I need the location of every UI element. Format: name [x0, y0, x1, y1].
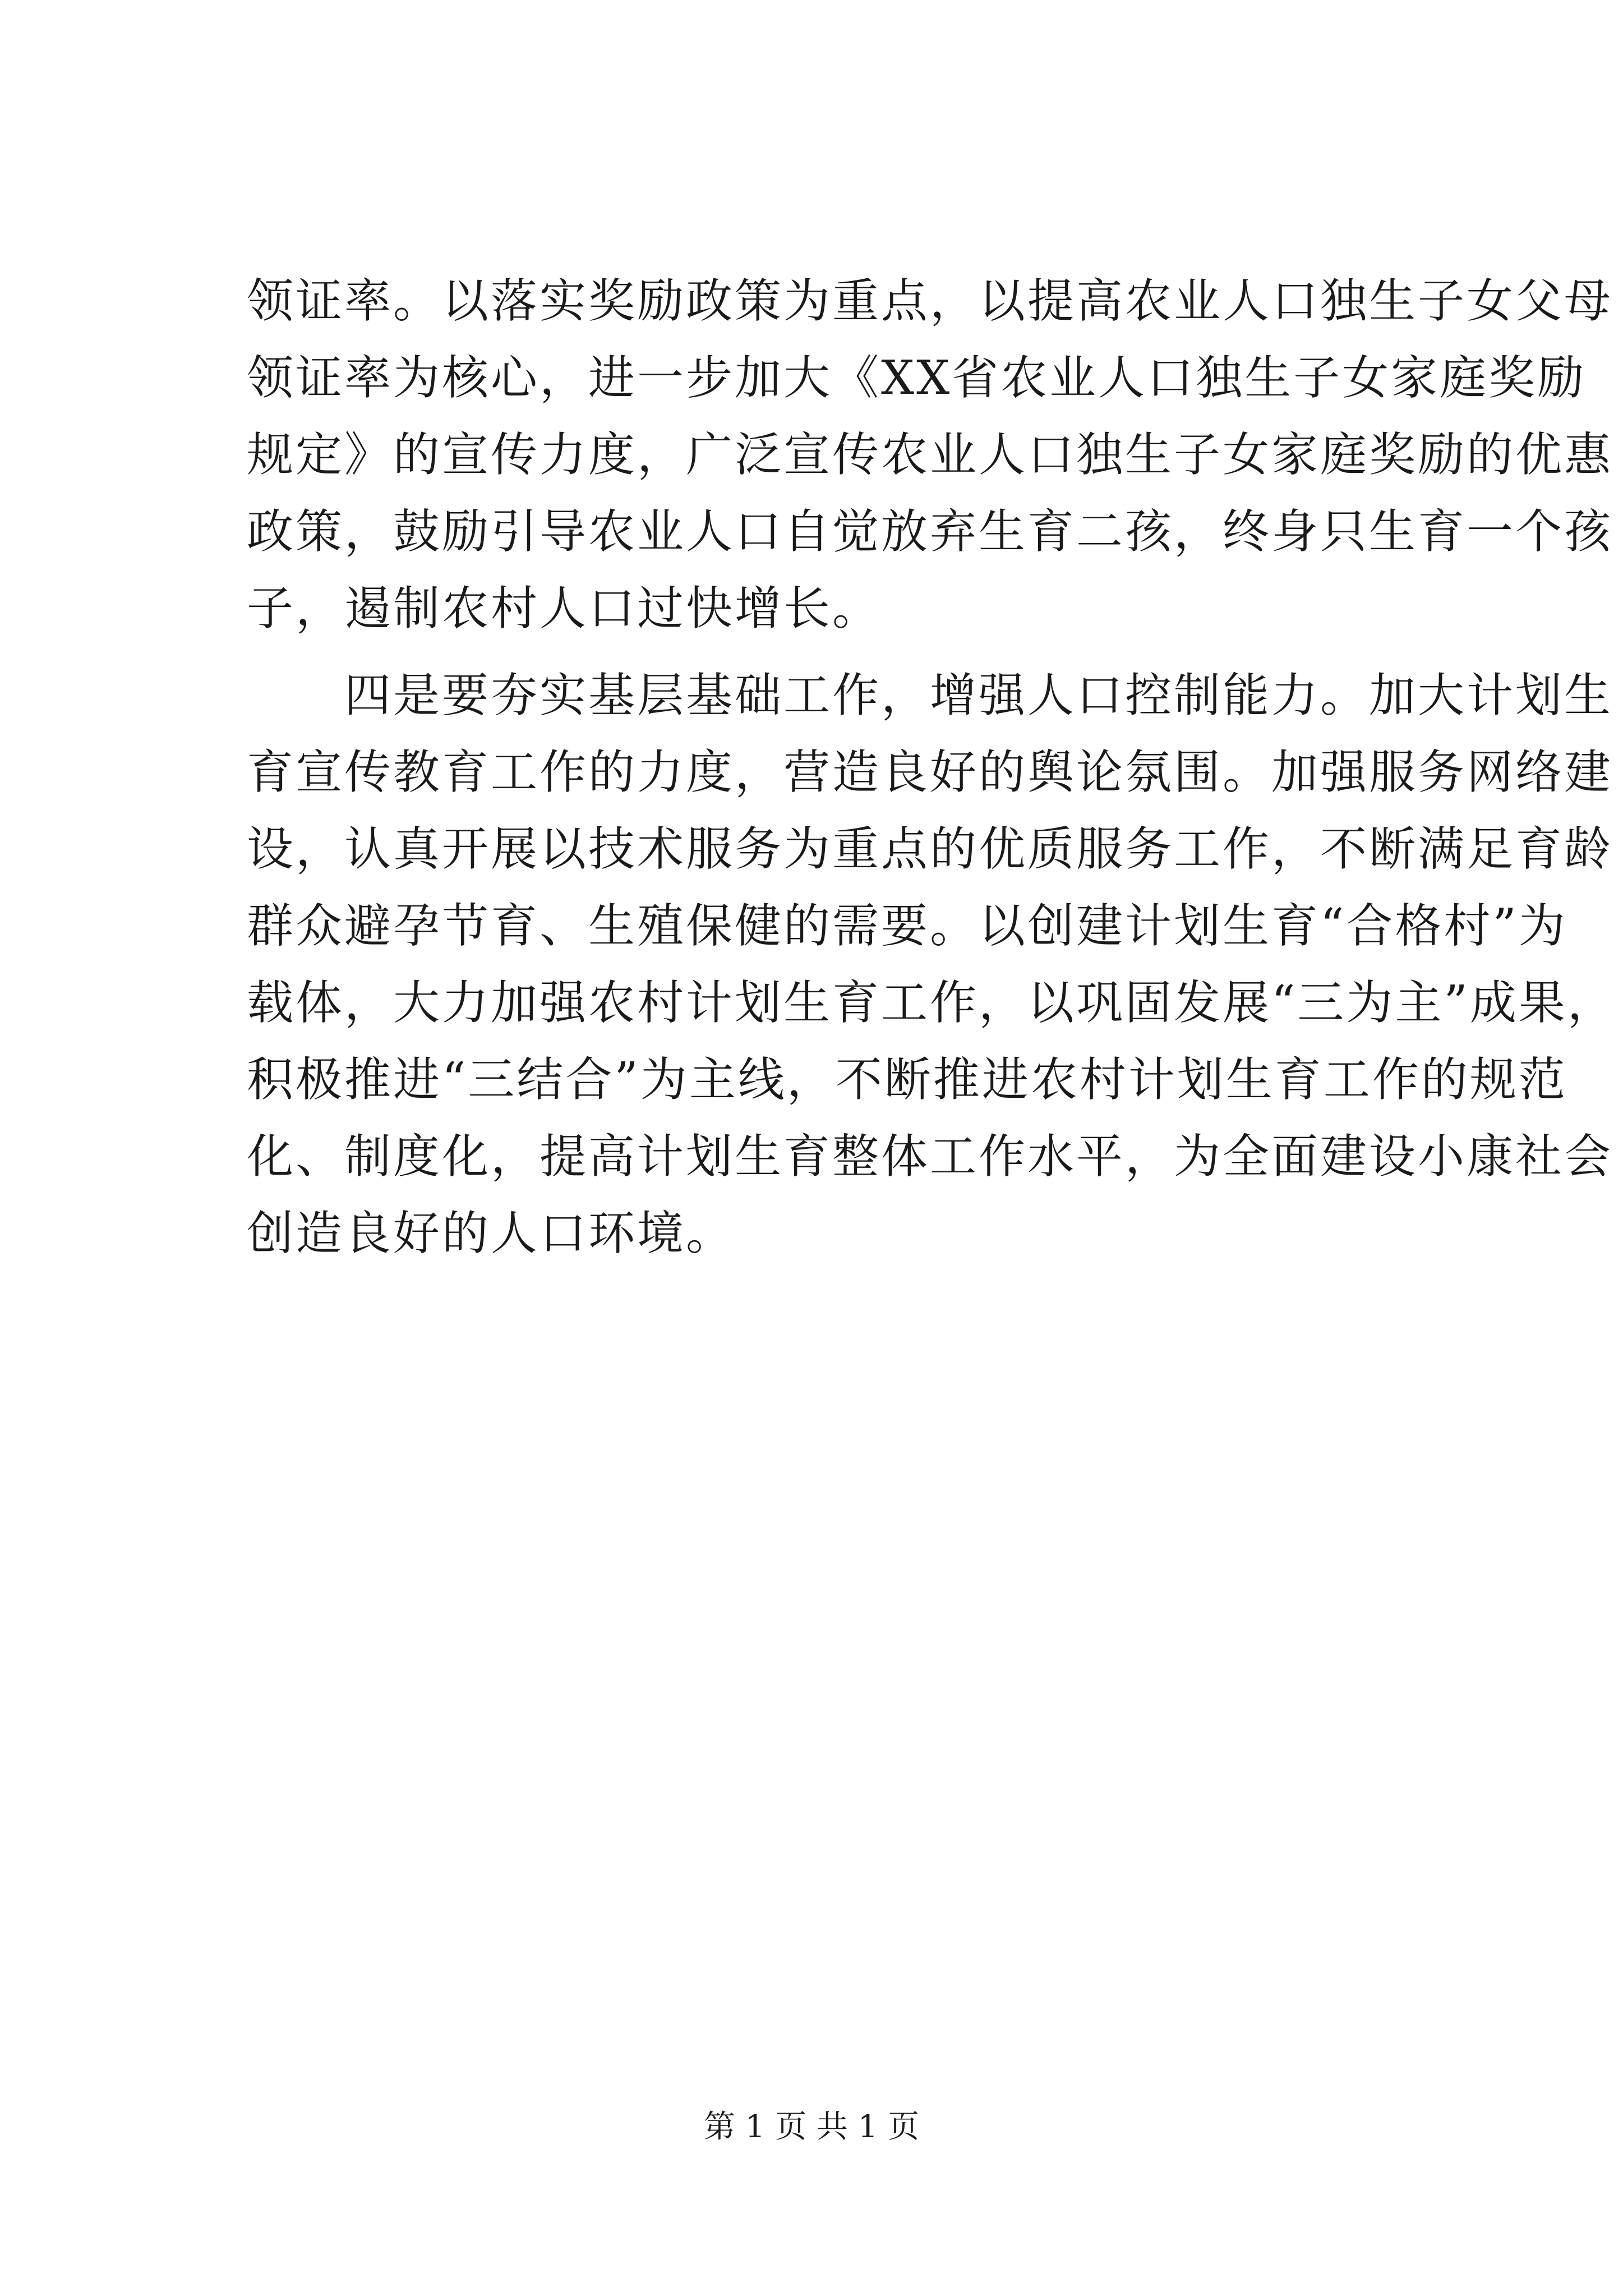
paragraph-1-line: 领证率为核心，进一步加大《XX省农业人口独生子女家庭奖励: [247, 351, 1587, 405]
paragraph-2-line: 育宣传教育工作的力度，营造良好的舆论氛围。加强服务网络建: [247, 745, 1613, 799]
paragraph-2-line: 群众避孕节育、生殖保健的需要。以创建计划生育“合格村”为: [247, 899, 1567, 953]
paragraph-1-line: 规定》的宣传力度，广泛宣传农业人口独生子女家庭奖励的优惠: [247, 427, 1613, 482]
paragraph-spacer: [247, 647, 1424, 657]
paragraph-1-line: 政策，鼓励引导农业人口自觉放弃生育二孩，终身只生育一个孩: [247, 504, 1613, 559]
page-number-footer: 第 1 页 共 1 页: [703, 2109, 920, 2145]
document-body: [247, 263, 1616, 1272]
paragraph-2-line: 载体，大力加强农村计划生育工作，以巩固发展“三为主”成果，: [247, 976, 1616, 1030]
paragraph-1-line: 领证率。以落实奖励政策为重点，以提高农业人口独生子女父母: [247, 274, 1613, 328]
paragraph-2: [247, 657, 1616, 1272]
paragraph-2-line: 创造良好的人口环境。: [247, 1206, 735, 1260]
paragraph-2-line: 化、制度化，提高计划生育整体工作水平，为全面建设小康社会: [247, 1129, 1613, 1184]
paragraph-2-line: 积极推进“三结合”为主线，不断推进农村计划生育工作的规范: [247, 1052, 1567, 1107]
paragraph-2-line: 四是要夯实基层基础工作，增强人口控制能力。加大计划生: [247, 668, 1613, 723]
paragraph-1-line: 子，遏制农村人口过快增长。: [247, 581, 881, 636]
paragraph-1: [247, 263, 1613, 647]
paragraph-2-line: 设，认真开展以技术服务为重点的优质服务工作，不断满足育龄: [247, 822, 1613, 876]
